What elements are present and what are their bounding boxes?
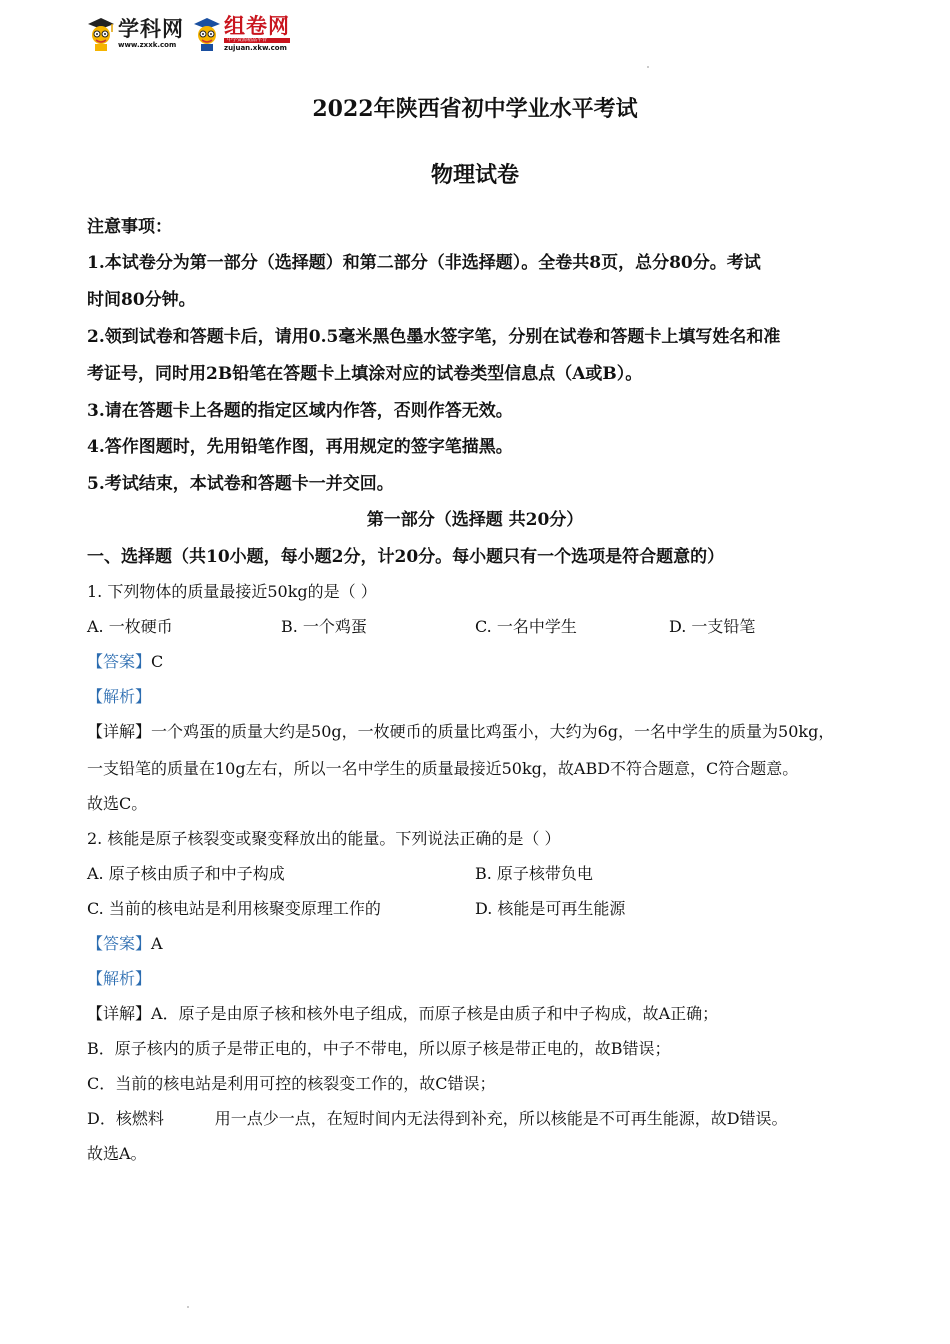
note-line: 3.请在答题卡上各题的指定区域内作答，否则作答无效。 (87, 401, 513, 421)
section-heading: 一、选择题（共10小题，每小题2分，计20分。每小题只有一个选项是符合题意的） (87, 547, 725, 567)
note-line: 2.领到试卷和答题卡后，请用0.5毫米黑色墨水签字笔，分别在试卷和答题卡上填写姓名和准 (87, 327, 781, 347)
mascot-icon (86, 16, 116, 52)
q2-detail-line: D．核燃料 用一点少一点，在短时间内无法得到补充，所以核能是不可再生能源，故D错误。 (87, 1109, 788, 1128)
answer-tag: 【答案】 (87, 652, 152, 671)
analysis-tag: 【解析】 (87, 969, 152, 988)
xueke-logo (86, 16, 184, 52)
detail-text: A．原子是由原子核和核外电子组成，而原子核是由质子和中子构成，故A正确； (151, 1004, 719, 1023)
q2-answer (87, 931, 163, 954)
q2-analysis-tag (87, 966, 151, 989)
note-line: 时间80分钟。 (87, 290, 196, 310)
q1-option-d: D. 一支铅笔 (669, 617, 756, 636)
header-logos (86, 12, 298, 56)
mascot-icon (192, 16, 222, 52)
answer-value: C (151, 652, 164, 671)
zujuan-logo-sub: 中学资源精品平台 (224, 38, 290, 43)
q1-detail-line (87, 719, 834, 742)
zujuan-logo-name: 组卷网 (224, 14, 290, 38)
speck (187, 1306, 189, 1308)
exam-subtitle: 物理试卷 (430, 162, 519, 188)
zujuan-logo-url: zujuan.xkw.com (224, 44, 287, 52)
detail-tag: 【详解】 (87, 722, 152, 741)
answer-value: A (151, 934, 163, 953)
question-2-stem: 2. 核能是原子核裂变或聚变释放出的能量。下列说法正确的是（ ） (87, 829, 561, 848)
note-line: 1.本试卷分为第一部分（选择题）和第二部分（非选择题）。全卷共8页，总分80分。考试 (87, 253, 761, 273)
q2-detail-line: B．原子核内的质子是带正电的，中子不带电，所以原子核是带正电的，故B错误； (87, 1039, 671, 1058)
q1-option-b: B. 一个鸡蛋 (281, 617, 367, 636)
q1-option-c: C. 一名中学生 (475, 617, 577, 636)
exam-title: 2022年陕西省初中学业水平考试 (312, 96, 638, 122)
q2-detail-line: C．当前的核电站是利用可控的核裂变工作的，故C错误； (87, 1074, 496, 1093)
xueke-logo-name: 学科网 (118, 17, 184, 41)
analysis-tag: 【解析】 (87, 687, 152, 706)
answer-tag: 【答案】 (87, 934, 152, 953)
q2-option-a: A. 原子核由质子和中子构成 (87, 864, 285, 883)
note-line: 4.答作图题时，先用铅笔作图，再用规定的签字笔描黑。 (87, 437, 513, 457)
q1-answer (87, 649, 163, 672)
q1-option-a: A. 一枚硬币 (87, 617, 173, 636)
q2-option-b: B. 原子核带负电 (475, 864, 593, 883)
xueke-logo-url: www.zxxk.com (118, 41, 177, 49)
q1-detail-line: 一支铅笔的质量在10g左右，所以一名中学生的质量最接近50kg，故ABD不符合题意，C符合题意。 (87, 759, 799, 778)
q2-option-d: D. 核能是可再生能源 (475, 899, 626, 918)
detail-text: 一个鸡蛋的质量大约是50g，一枚硬币的质量比鸡蛋小，大约为6g，一名中学生的质量为50kg， (151, 722, 835, 741)
notes-heading: 注意事项： (87, 217, 172, 237)
part-heading: 第一部分（选择题 共20分） (366, 510, 584, 530)
q1-analysis-tag (87, 684, 151, 707)
note-line: 5.考试结束，本试卷和答题卡一并交回。 (87, 474, 394, 494)
note-line: 考证号，同时用2B铅笔在答题卡上填涂对应的试卷类型信息点（A或B）。 (87, 364, 643, 384)
speck (647, 66, 649, 68)
detail-tag: 【详解】 (87, 1004, 152, 1023)
q1-detail-line: 故选C。 (87, 794, 148, 813)
zujuan-logo (192, 16, 290, 52)
question-1-stem: 1. 下列物体的质量最接近50kg的是（ ） (87, 582, 377, 601)
q2-detail-line: 故选A。 (87, 1144, 147, 1163)
q2-detail-line (87, 1001, 718, 1024)
q2-option-c: C. 当前的核电站是利用核聚变原理工作的 (87, 899, 381, 918)
